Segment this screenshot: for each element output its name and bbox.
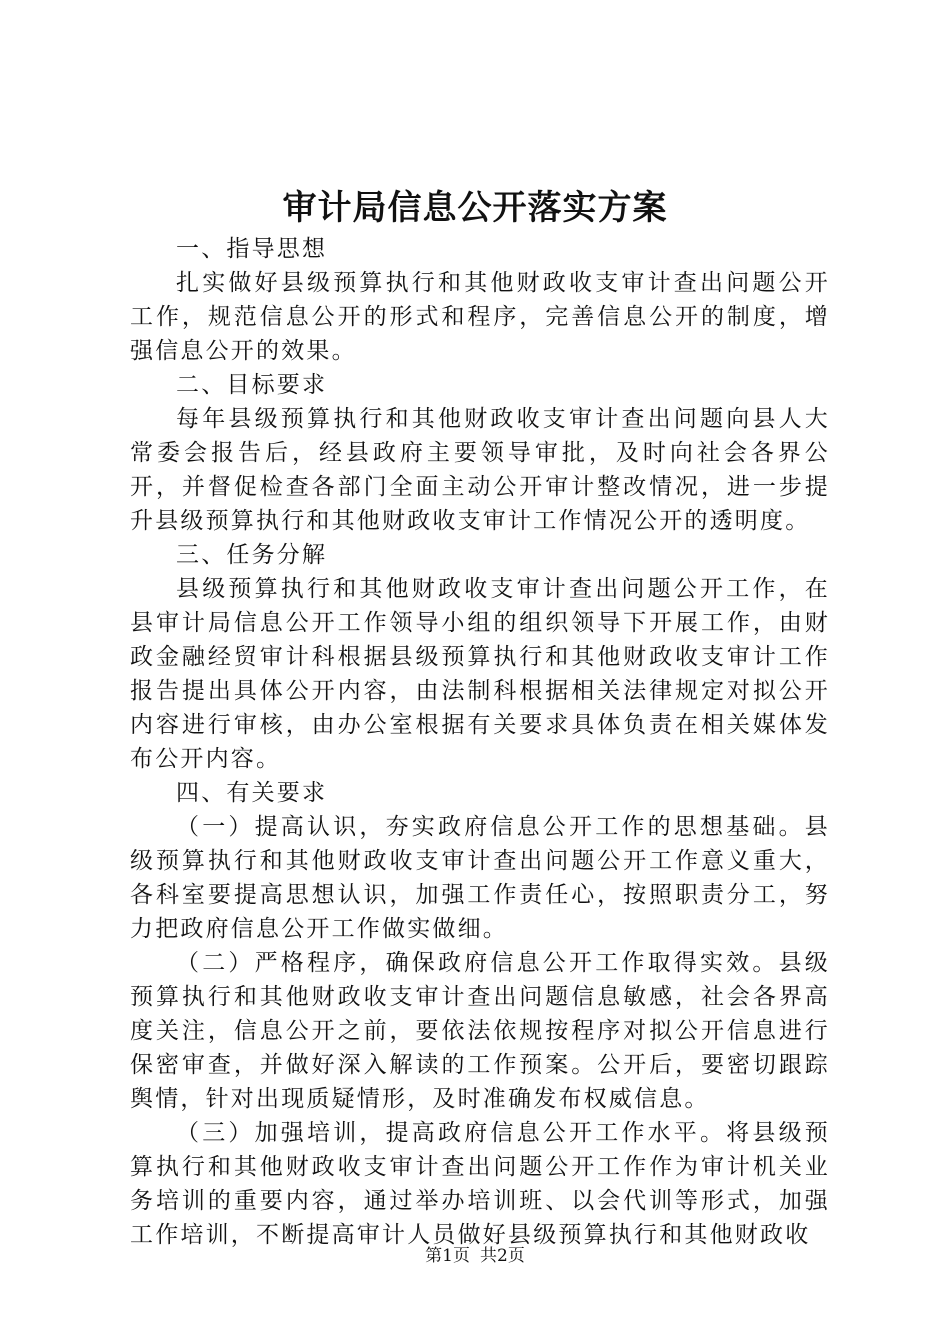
- body-paragraph: 县级预算执行和其他财政收支审计查出问题公开工作，在县审计局信息公开工作领导小组的组织领导下开展工作，由财政金融经贸审计科根据县级预算执行和其他财政收支审计工作报告提出具体公开内容，由法制科根据相关法律规定对拟公开内容进行审核，由办公室根据有关要求具体负责在相关媒体发布公开内容。: [130, 576, 830, 772]
- page-total: 共2页: [480, 1246, 525, 1266]
- document-body: [130, 232, 830, 1252]
- body-paragraph: （一）提高认识，夯实政府信息公开工作的思想基础。县级预算执行和其他财政收支审计查出问题公开工作意义重大，各科室要提高思想认识，加强工作责任心，按照职责分工，努力把政府信息公开工作做实做细。: [130, 814, 830, 942]
- body-paragraph: （二）严格程序，确保政府信息公开工作取得实效。县级预算执行和其他财政收支审计查出问题信息敏感，社会各界高度关注，信息公开之前，要依法依规按程序对拟公开信息进行保密审查，并做好深入解读的工作预案。公开后，要密切跟踪舆情，针对出现质疑情形，及时准确发布权威信息。: [130, 950, 830, 1112]
- page-number: 第1页: [425, 1246, 470, 1266]
- section-heading: 四、有关要求: [176, 780, 328, 806]
- body-paragraph: 扎实做好县级预算执行和其他财政收支审计查出问题公开工作，规范信息公开的形式和程序，完善信息公开的制度，增强信息公开的效果。: [130, 270, 830, 364]
- body-paragraph: 每年县级预算执行和其他财政收支审计查出问题向县人大常委会报告后，经县政府主要领导审批，及时向社会各界公开，并督促检查各部门全面主动公开审计整改情况，进一步提升县级预算执行和其他财政收支审计工作情况公开的透明度。: [130, 406, 830, 534]
- section-heading: 三、任务分解: [176, 542, 328, 568]
- body-paragraph: （三）加强培训，提高政府信息公开工作水平。将县级预算执行和其他财政收支审计查出问题公开工作作为审计机关业务培训的重要内容，通过举办培训班、以会代训等形式，加强工作培训，不断提高审计人员做好县级预算执行和其他财政收: [130, 1120, 830, 1248]
- section-heading: 一、指导思想: [176, 236, 328, 262]
- document-title: 审计局信息公开落实方案: [282, 188, 668, 228]
- section-heading: 二、目标要求: [176, 372, 328, 398]
- page-footer: [0, 1244, 950, 1268]
